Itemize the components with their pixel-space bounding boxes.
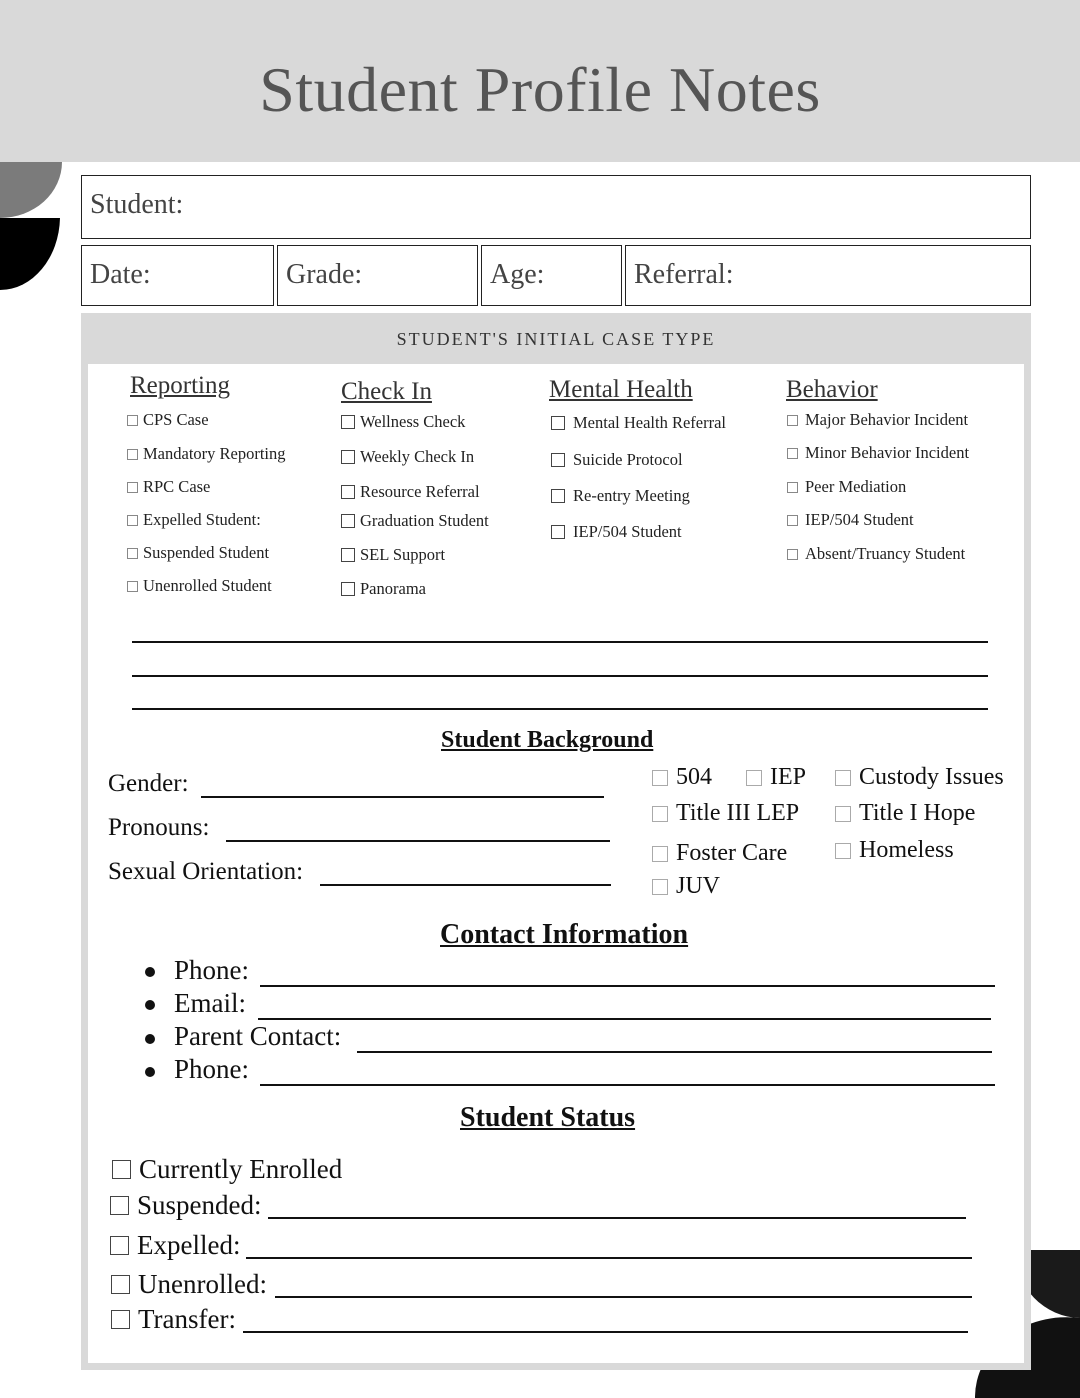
date-field[interactable] bbox=[81, 245, 274, 306]
bullet bbox=[145, 1034, 155, 1044]
checkbox-cps-case[interactable]: CPS Case bbox=[127, 410, 209, 430]
checkbox-foster-care[interactable]: Foster Care bbox=[652, 840, 787, 867]
checkbox-transfer[interactable]: Transfer: bbox=[111, 1304, 236, 1335]
checkbox-wellness-check[interactable]: Wellness Check bbox=[341, 412, 465, 432]
date-label: Date: bbox=[90, 259, 151, 290]
reporting-heading: Reporting bbox=[130, 372, 230, 399]
referral-label: Referral: bbox=[634, 259, 734, 290]
checkbox-custody-issues[interactable]: Custody Issues bbox=[835, 764, 1004, 791]
checkbox-504[interactable]: 504 bbox=[652, 764, 712, 791]
sexual-orientation-label: Sexual Orientation: bbox=[108, 858, 304, 885]
checkbox-currently-enrolled[interactable]: Currently Enrolled bbox=[112, 1154, 342, 1185]
checkbox-behavior-iep-504[interactable]: IEP/504 Student bbox=[787, 510, 914, 530]
phone-label-2: Phone: bbox=[174, 1054, 250, 1084]
decorative-shape-left bbox=[0, 162, 62, 292]
case-type-heading: STUDENT'S INITIAL CASE TYPE bbox=[396, 329, 716, 349]
sexual-orientation-line[interactable] bbox=[320, 884, 611, 886]
checkbox-peer-mediation[interactable]: Peer Mediation bbox=[787, 477, 906, 497]
referral-field[interactable] bbox=[625, 245, 1031, 306]
checkbox-rpc-case[interactable]: RPC Case bbox=[127, 477, 210, 497]
checkbox-mental-health-referral[interactable]: Mental Health Referral bbox=[551, 413, 726, 433]
email-line[interactable] bbox=[258, 1018, 991, 1020]
checkbox-resource-referral[interactable]: Resource Referral bbox=[341, 482, 480, 502]
checkbox-unenrolled[interactable]: Unenrolled: bbox=[111, 1269, 267, 1300]
checkbox-weekly-check-in[interactable]: Weekly Check In bbox=[341, 447, 474, 467]
student-label: Student: bbox=[90, 189, 184, 220]
pronouns-line[interactable] bbox=[226, 840, 610, 842]
checkbox-juv[interactable]: JUV bbox=[652, 873, 720, 900]
student-field[interactable] bbox=[81, 175, 1031, 239]
checkbox-title-iii-lep[interactable]: Title III LEP bbox=[652, 800, 799, 827]
checkbox-minor-behavior[interactable]: Minor Behavior Incident bbox=[787, 443, 969, 463]
checkbox-unenrolled-student[interactable]: Unenrolled Student bbox=[127, 576, 272, 596]
checkbox-re-entry-meeting[interactable]: Re-entry Meeting bbox=[551, 486, 690, 506]
background-heading: Student Background bbox=[441, 727, 654, 753]
phone-line-2[interactable] bbox=[260, 1084, 995, 1086]
phone-label: Phone: bbox=[174, 955, 250, 985]
age-field[interactable] bbox=[481, 245, 622, 306]
status-heading: Student Status bbox=[460, 1102, 636, 1133]
note-line[interactable] bbox=[132, 708, 988, 710]
grade-label: Grade: bbox=[286, 259, 363, 290]
grade-field[interactable] bbox=[277, 245, 478, 306]
parent-contact-label: Parent Contact: bbox=[174, 1021, 342, 1051]
checkbox-mh-iep-504[interactable]: IEP/504 Student bbox=[551, 522, 682, 542]
checkbox-expelled[interactable]: Expelled: bbox=[110, 1230, 240, 1261]
email-label: Email: bbox=[174, 988, 246, 1018]
transfer-line[interactable] bbox=[243, 1331, 968, 1333]
expelled-line[interactable] bbox=[246, 1257, 972, 1259]
checkbox-panorama[interactable]: Panorama bbox=[341, 579, 426, 599]
bullet bbox=[145, 967, 155, 977]
phone-line[interactable] bbox=[260, 985, 995, 987]
checkbox-absent-truancy[interactable]: Absent/Truancy Student bbox=[787, 544, 965, 564]
checkbox-sel-support[interactable]: SEL Support bbox=[341, 545, 445, 565]
pronouns-label: Pronouns: bbox=[108, 814, 210, 841]
checkbox-graduation-student[interactable]: Graduation Student bbox=[341, 511, 489, 531]
checkbox-major-behavior[interactable]: Major Behavior Incident bbox=[787, 410, 968, 430]
bullet bbox=[145, 1067, 155, 1077]
page-title: Student Profile Notes bbox=[259, 54, 821, 125]
checkbox-suspended[interactable]: Suspended: bbox=[110, 1190, 262, 1221]
checkbox-expelled-student[interactable]: Expelled Student: bbox=[127, 510, 261, 530]
checkbox-suicide-protocol[interactable]: Suicide Protocol bbox=[551, 450, 683, 470]
gender-label: Gender: bbox=[108, 770, 189, 797]
suspended-line[interactable] bbox=[268, 1217, 966, 1219]
gender-line[interactable] bbox=[201, 796, 604, 798]
checkbox-title-i-hope[interactable]: Title I Hope bbox=[835, 800, 975, 827]
checkbox-mandatory-reporting[interactable]: Mandatory Reporting bbox=[127, 444, 286, 464]
behavior-heading: Behavior bbox=[786, 376, 878, 403]
unenrolled-line[interactable] bbox=[275, 1296, 972, 1298]
age-label: Age: bbox=[490, 259, 545, 290]
contact-heading: Contact Information bbox=[440, 919, 689, 950]
parent-contact-line[interactable] bbox=[357, 1051, 992, 1053]
check-in-heading: Check In bbox=[341, 378, 432, 405]
checkbox-iep[interactable]: IEP bbox=[746, 764, 806, 791]
checkbox-suspended-student[interactable]: Suspended Student bbox=[127, 543, 269, 563]
checkbox-homeless[interactable]: Homeless bbox=[835, 837, 954, 864]
note-line[interactable] bbox=[132, 675, 988, 677]
mental-health-heading: Mental Health bbox=[549, 376, 693, 403]
note-line[interactable] bbox=[132, 641, 988, 643]
bullet bbox=[145, 1000, 155, 1010]
